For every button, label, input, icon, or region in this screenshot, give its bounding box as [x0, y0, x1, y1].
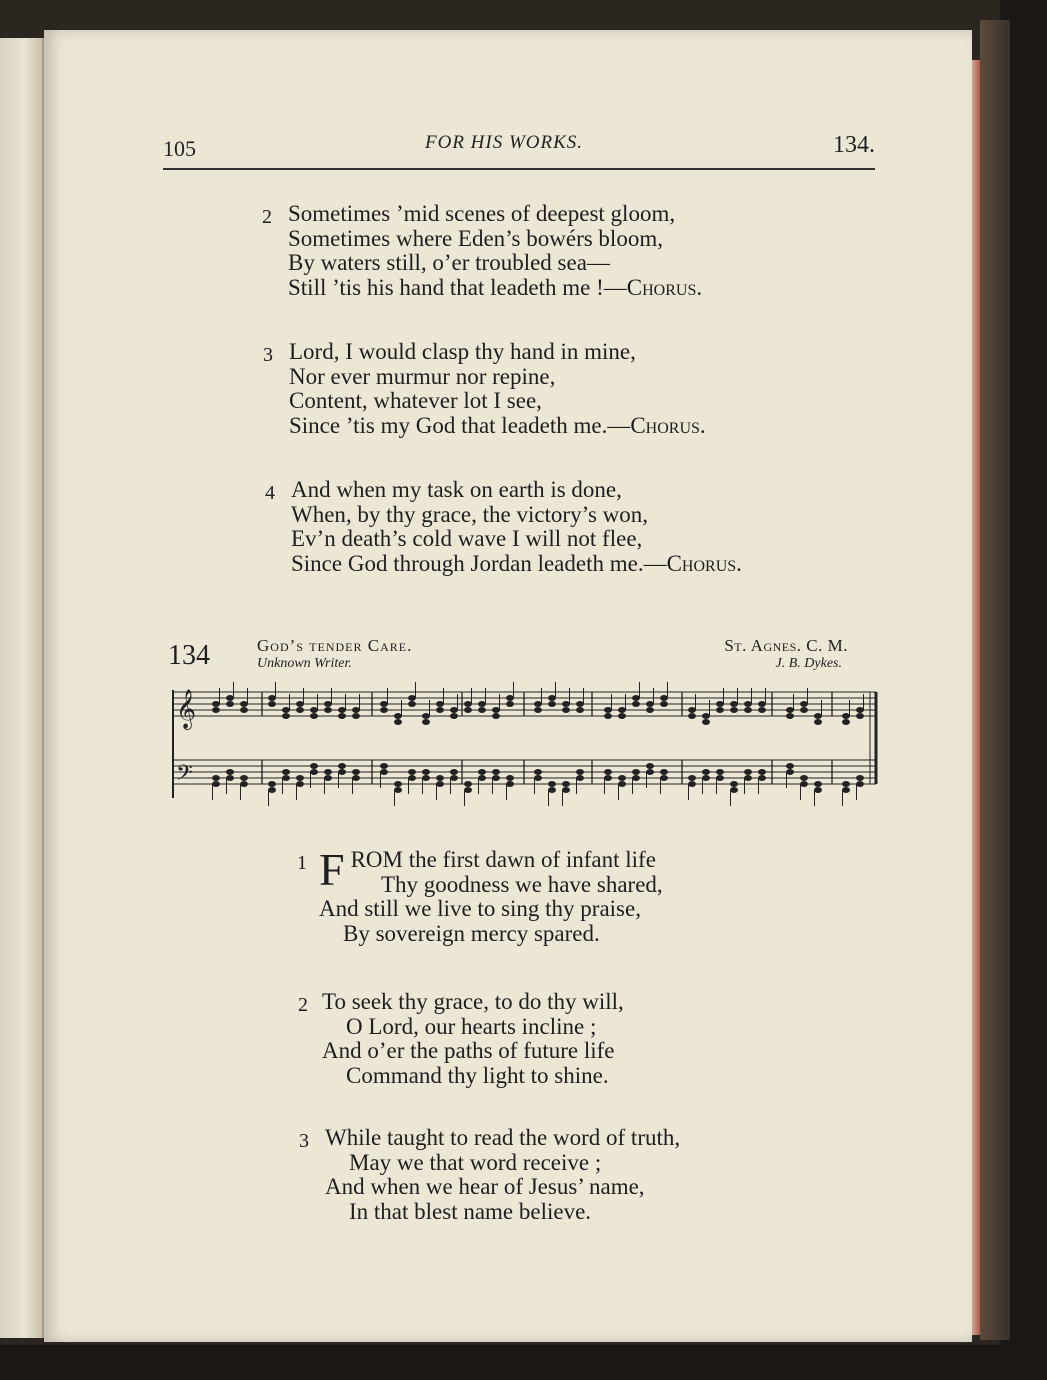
- note-head: [492, 769, 500, 775]
- note-stem: [863, 694, 864, 710]
- note-stem: [695, 694, 696, 710]
- note-head: [688, 781, 696, 787]
- note-head: [296, 775, 304, 781]
- note-head: [632, 695, 640, 701]
- note-stem: [562, 790, 563, 806]
- note-head: [646, 707, 654, 713]
- note-head: [268, 781, 276, 787]
- note-head: [534, 775, 542, 781]
- note-head: [352, 707, 360, 713]
- note-head: [310, 713, 318, 719]
- note-head: [450, 775, 458, 781]
- note-head: [548, 787, 556, 793]
- note-head: [562, 781, 570, 787]
- note-stem: [660, 778, 661, 794]
- note-head: [268, 695, 276, 701]
- note-stem: [450, 778, 451, 794]
- note-head: [394, 781, 402, 787]
- note-head: [464, 787, 472, 793]
- note-head: [324, 707, 332, 713]
- note-head: [758, 775, 766, 781]
- hymn-author: Unknown Writer.: [257, 656, 352, 671]
- note-stem: [688, 784, 689, 800]
- note-stem: [331, 688, 332, 704]
- note-head: [380, 701, 388, 707]
- note-head: [408, 769, 416, 775]
- note-stem: [415, 682, 416, 698]
- note-stem: [856, 784, 857, 800]
- header-hymn-number: 134.: [833, 132, 875, 158]
- prev-verse-2: [262, 201, 703, 300]
- note-stem: [317, 694, 318, 710]
- note-head: [268, 787, 276, 793]
- note-head: [422, 719, 430, 725]
- note-stem: [359, 694, 360, 710]
- note-head: [492, 707, 500, 713]
- note-head: [786, 769, 794, 775]
- verse-line: Content, whatever lot I see,: [289, 388, 542, 413]
- note-head: [716, 775, 724, 781]
- prev-verse-4: [265, 477, 742, 576]
- note-stem: [429, 700, 430, 716]
- note-head: [548, 695, 556, 701]
- composer: J. B. Dykes.: [775, 656, 842, 671]
- note-stem: [485, 688, 486, 704]
- note-head: [702, 775, 710, 781]
- note-stem: [639, 682, 640, 698]
- note-stem: [758, 778, 759, 794]
- note-stem: [289, 694, 290, 710]
- note-head: [758, 701, 766, 707]
- verse-number: 2: [262, 206, 272, 228]
- note-stem: [534, 778, 535, 794]
- verse-number: 1: [297, 852, 307, 874]
- note-head: [688, 713, 696, 719]
- note-stem: [345, 694, 346, 710]
- note-head: [212, 707, 220, 713]
- note-head: [618, 707, 626, 713]
- note-stem: [751, 688, 752, 704]
- note-stem: [247, 688, 248, 704]
- note-head: [240, 707, 248, 713]
- note-head: [310, 769, 318, 775]
- note-stem: [338, 772, 339, 788]
- note-head: [604, 775, 612, 781]
- note-head: [506, 695, 514, 701]
- note-stem: [408, 778, 409, 794]
- note-head: [730, 707, 738, 713]
- note-stem: [646, 772, 647, 788]
- music-score: [172, 680, 878, 810]
- page-number: 105: [163, 136, 196, 161]
- note-head: [646, 769, 654, 775]
- verse-line: Thy goodness we have shared,: [381, 871, 663, 897]
- note-head: [814, 713, 822, 719]
- verse-line: May we that word receive ;: [349, 1149, 602, 1175]
- note-head: [786, 707, 794, 713]
- note-stem: [310, 772, 311, 788]
- verse-line: To seek thy grace, to do thy will,: [322, 989, 624, 1014]
- note-head: [814, 719, 822, 725]
- note-head: [618, 713, 626, 719]
- note-head: [464, 781, 472, 787]
- note-head: [562, 787, 570, 793]
- verse-number: 4: [265, 482, 275, 504]
- note-head: [660, 695, 668, 701]
- note-head: [324, 701, 332, 707]
- note-head: [744, 769, 752, 775]
- note-head: [632, 775, 640, 781]
- note-stem: [436, 784, 437, 800]
- note-head: [534, 701, 542, 707]
- note-head: [604, 769, 612, 775]
- note-head: [436, 701, 444, 707]
- verse-line: By waters still, o’er troubled sea—: [288, 250, 610, 275]
- note-head: [226, 769, 234, 775]
- note-head: [548, 701, 556, 707]
- note-head: [660, 769, 668, 775]
- note-head: [310, 707, 318, 713]
- note-head: [240, 781, 248, 787]
- verse-line: And still we live to sing thy praise,: [319, 896, 641, 921]
- note-head: [450, 713, 458, 719]
- note-head: [856, 713, 864, 719]
- note-head: [646, 763, 654, 769]
- note-head: [702, 769, 710, 775]
- note-stem: [667, 682, 668, 698]
- note-head: [604, 713, 612, 719]
- note-head: [380, 769, 388, 775]
- note-head: [478, 769, 486, 775]
- note-head: [240, 775, 248, 781]
- note-head: [576, 775, 584, 781]
- note-head: [338, 713, 346, 719]
- note-head: [856, 775, 864, 781]
- note-head: [716, 707, 724, 713]
- hymn-title: God’s tender Care.: [257, 636, 413, 655]
- note-head: [842, 787, 850, 793]
- note-head: [506, 775, 514, 781]
- note-stem: [632, 778, 633, 794]
- verse-line: By sovereign mercy spared.: [343, 920, 600, 946]
- note-stem: [464, 790, 465, 806]
- note-stem: [730, 790, 731, 806]
- note-head: [478, 701, 486, 707]
- note-stem: [394, 790, 395, 806]
- header-rule: [163, 168, 875, 170]
- verse-line: Lord, I would clasp thy hand in mine,: [289, 339, 636, 364]
- note-head: [800, 775, 808, 781]
- verse-line: Nor ever murmur nor repine,: [289, 363, 556, 389]
- note-head: [352, 769, 360, 775]
- hymn-verse-3: [299, 1125, 681, 1224]
- note-head: [436, 775, 444, 781]
- note-head: [408, 701, 416, 707]
- note-head: [296, 707, 304, 713]
- note-stem: [499, 694, 500, 710]
- verse-line: When, by thy grace, the victory’s won,: [291, 501, 649, 527]
- note-stem: [324, 778, 325, 794]
- note-head: [226, 701, 234, 707]
- note-stem: [268, 790, 269, 806]
- note-stem: [303, 688, 304, 704]
- note-stem: [282, 778, 283, 794]
- note-head: [730, 787, 738, 793]
- treble-clef-icon: 𝄞: [176, 689, 197, 729]
- note-stem: [821, 700, 822, 716]
- note-head: [212, 781, 220, 787]
- note-head: [226, 775, 234, 781]
- note-head: [632, 769, 640, 775]
- note-stem: [352, 778, 353, 794]
- note-head: [814, 787, 822, 793]
- note-head: [506, 781, 514, 787]
- note-stem: [401, 700, 402, 716]
- note-head: [842, 719, 850, 725]
- note-head: [352, 713, 360, 719]
- note-head: [394, 713, 402, 719]
- note-stem: [793, 694, 794, 710]
- note-stem: [492, 778, 493, 794]
- note-stem: [275, 682, 276, 698]
- note-stem: [653, 688, 654, 704]
- note-head: [338, 769, 346, 775]
- note-head: [450, 707, 458, 713]
- verse-line: Still ’tis his hand that leadeth me !—Chorus.: [288, 274, 703, 300]
- note-stem: [814, 790, 815, 806]
- note-stem: [506, 784, 507, 800]
- note-head: [212, 775, 220, 781]
- note-head: [688, 775, 696, 781]
- note-head: [492, 775, 500, 781]
- note-stem: [716, 778, 717, 794]
- note-head: [310, 763, 318, 769]
- note-stem: [219, 688, 220, 704]
- note-head: [688, 707, 696, 713]
- note-head: [646, 701, 654, 707]
- note-stem: [625, 694, 626, 710]
- note-head: [730, 701, 738, 707]
- verse-line: Command thy light to shine.: [346, 1062, 609, 1088]
- note-head: [324, 769, 332, 775]
- verse-line: And o’er the paths of future life: [322, 1038, 615, 1063]
- note-head: [744, 701, 752, 707]
- note-head: [744, 775, 752, 781]
- book-cover: [980, 20, 1010, 1340]
- note-stem: [478, 778, 479, 794]
- note-head: [408, 775, 416, 781]
- chorus-label: Chorus.: [630, 412, 706, 438]
- note-head: [702, 719, 710, 725]
- note-head: [856, 707, 864, 713]
- note-head: [394, 719, 402, 725]
- verse-line: O Lord, our hearts incline ;: [346, 1013, 597, 1039]
- verse-number: 3: [299, 1130, 309, 1152]
- note-head: [338, 707, 346, 713]
- note-head: [394, 787, 402, 793]
- note-head: [842, 713, 850, 719]
- note-head: [744, 707, 752, 713]
- page-header: [163, 128, 875, 168]
- note-stem: [737, 688, 738, 704]
- hymn-number: 134: [168, 640, 210, 671]
- note-stem: [702, 778, 703, 794]
- verse-line: Since ’tis my God that leadeth me.—Chorus.: [289, 412, 706, 438]
- note-stem: [212, 784, 213, 800]
- note-head: [492, 713, 500, 719]
- note-head: [632, 701, 640, 707]
- note-head: [422, 769, 430, 775]
- note-head: [800, 701, 808, 707]
- note-head: [758, 707, 766, 713]
- hymn-verse-1: [297, 844, 663, 946]
- note-head: [576, 701, 584, 707]
- note-head: [576, 769, 584, 775]
- note-head: [422, 775, 430, 781]
- note-head: [660, 701, 668, 707]
- prev-verse-3: [263, 339, 706, 438]
- note-stem: [233, 682, 234, 698]
- note-stem: [422, 778, 423, 794]
- note-head: [758, 769, 766, 775]
- verse-number: 3: [263, 344, 273, 366]
- chorus-label: Chorus.: [626, 274, 703, 300]
- verse-line: Sometimes where Eden’s bowérs bloom,: [288, 225, 663, 251]
- note-stem: [443, 688, 444, 704]
- note-head: [324, 775, 332, 781]
- note-head: [436, 781, 444, 787]
- note-head: [786, 713, 794, 719]
- verse-number: 2: [298, 994, 308, 1016]
- verse-line: And when we hear of Jesus’ name,: [325, 1174, 645, 1199]
- note-stem: [618, 784, 619, 800]
- note-head: [478, 775, 486, 781]
- note-head: [380, 763, 388, 769]
- note-stem: [807, 688, 808, 704]
- note-head: [814, 781, 822, 787]
- verse-line: Sometimes ’mid scenes of deepest gloom,: [288, 201, 676, 226]
- note-head: [338, 763, 346, 769]
- note-stem: [849, 700, 850, 716]
- note-stem: [387, 688, 388, 704]
- note-head: [268, 701, 276, 707]
- note-head: [436, 707, 444, 713]
- running-title: FOR HIS WORKS.: [425, 132, 584, 153]
- note-stem: [744, 778, 745, 794]
- note-head: [506, 701, 514, 707]
- verse-line: And when my task on earth is done,: [291, 477, 622, 502]
- note-head: [282, 713, 290, 719]
- hymn-verse-2: [298, 989, 624, 1088]
- note-stem: [380, 772, 381, 788]
- note-head: [240, 701, 248, 707]
- note-head: [534, 707, 542, 713]
- note-head: [296, 781, 304, 787]
- note-head: [450, 769, 458, 775]
- note-head: [422, 713, 430, 719]
- note-head: [534, 769, 542, 775]
- note-head: [562, 707, 570, 713]
- verse-line: In that blest name believe.: [349, 1198, 592, 1224]
- note-stem: [583, 688, 584, 704]
- note-stem: [604, 778, 605, 794]
- verse-line: FROM the first dawn of infant life: [319, 844, 656, 895]
- drop-cap: F: [319, 844, 345, 895]
- note-stem: [226, 778, 227, 794]
- note-head: [282, 775, 290, 781]
- hymn-title-block: [168, 636, 848, 676]
- note-head: [212, 701, 220, 707]
- note-head: [660, 775, 668, 781]
- note-stem: [541, 688, 542, 704]
- note-head: [716, 701, 724, 707]
- note-stem: [513, 682, 514, 698]
- note-stem: [765, 688, 766, 704]
- note-head: [282, 769, 290, 775]
- note-stem: [611, 694, 612, 710]
- note-head: [296, 701, 304, 707]
- note-stem: [548, 790, 549, 806]
- note-stem: [569, 688, 570, 704]
- note-head: [730, 781, 738, 787]
- note-head: [856, 781, 864, 787]
- note-head: [282, 707, 290, 713]
- verse-line: While taught to read the word of truth,: [325, 1125, 681, 1150]
- note-stem: [296, 784, 297, 800]
- note-head: [380, 707, 388, 713]
- note-head: [800, 781, 808, 787]
- verse-line: Ev’n death’s cold wave I will not flee,: [291, 526, 643, 551]
- note-head: [702, 713, 710, 719]
- chorus-label: Chorus.: [666, 550, 742, 576]
- page-edge: [972, 60, 980, 1335]
- tune-name: St. Agnes. C. M.: [724, 636, 848, 655]
- note-head: [842, 781, 850, 787]
- note-head: [562, 701, 570, 707]
- note-stem: [457, 694, 458, 710]
- note-head: [576, 707, 584, 713]
- bass-clef-icon: 𝄢: [176, 761, 193, 791]
- note-head: [408, 695, 416, 701]
- note-stem: [800, 784, 801, 800]
- note-head: [464, 707, 472, 713]
- note-stem: [842, 790, 843, 806]
- note-stem: [786, 772, 787, 788]
- note-stem: [471, 688, 472, 704]
- note-stem: [240, 784, 241, 800]
- note-head: [618, 781, 626, 787]
- note-stem: [709, 700, 710, 716]
- note-head: [800, 707, 808, 713]
- note-stem: [723, 688, 724, 704]
- note-stem: [576, 778, 577, 794]
- verse-line: Since God through Jordan leadeth me.—Chorus.: [291, 550, 742, 576]
- note-head: [478, 707, 486, 713]
- note-head: [548, 781, 556, 787]
- note-head: [226, 695, 234, 701]
- note-head: [352, 775, 360, 781]
- left-page-edge: [0, 38, 44, 1338]
- note-head: [464, 701, 472, 707]
- note-head: [618, 775, 626, 781]
- note-head: [786, 763, 794, 769]
- note-head: [604, 707, 612, 713]
- note-head: [716, 769, 724, 775]
- note-stem: [555, 682, 556, 698]
